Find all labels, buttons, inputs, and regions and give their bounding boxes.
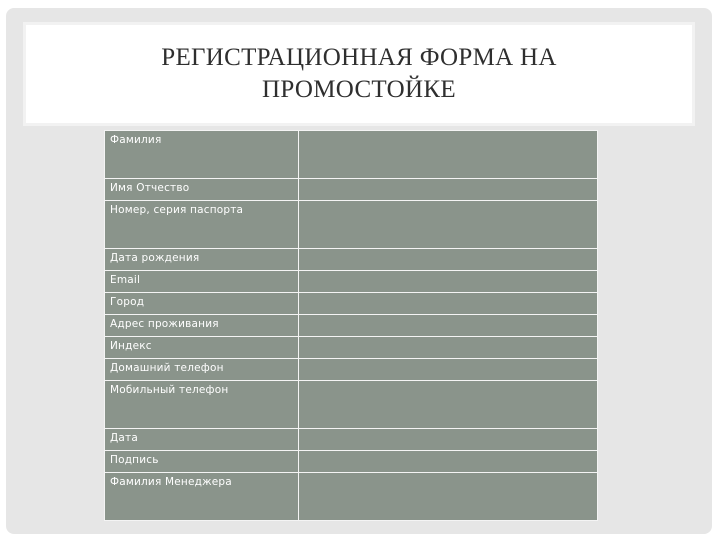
form-row — [105, 293, 598, 315]
field-value-cell[interactable] — [299, 131, 598, 179]
title-box — [23, 22, 695, 126]
field-label: Имя Отчество — [105, 179, 299, 201]
field-value-cell[interactable] — [299, 473, 598, 521]
form-row — [105, 429, 598, 451]
form-row — [105, 359, 598, 381]
form-row — [105, 473, 598, 521]
form-row — [105, 315, 598, 337]
form-row — [105, 249, 598, 271]
field-value-cell[interactable] — [299, 451, 598, 473]
field-value-cell[interactable] — [299, 249, 598, 271]
field-value-cell[interactable] — [299, 359, 598, 381]
field-label: Дата — [105, 429, 299, 451]
field-label: Email — [105, 271, 299, 293]
field-value-cell[interactable] — [299, 179, 598, 201]
field-value-cell[interactable] — [299, 381, 598, 429]
page-title — [161, 42, 557, 106]
field-label: Адрес проживания — [105, 315, 299, 337]
field-label: Город — [105, 293, 299, 315]
form-row — [105, 451, 598, 473]
form-row — [105, 381, 598, 429]
field-value-cell[interactable] — [299, 201, 598, 249]
form-row — [105, 201, 598, 249]
field-value-cell[interactable] — [299, 337, 598, 359]
field-label: Домашний телефон — [105, 359, 299, 381]
field-label: Фамилия — [105, 131, 299, 179]
field-label: Индекс — [105, 337, 299, 359]
field-value-cell[interactable] — [299, 293, 598, 315]
field-label: Подпись — [105, 451, 299, 473]
form-row — [105, 179, 598, 201]
field-value-cell[interactable] — [299, 315, 598, 337]
registration-form-table — [104, 130, 598, 521]
form-row — [105, 337, 598, 359]
field-label: Мобильный телефон — [105, 381, 299, 429]
field-value-cell[interactable] — [299, 429, 598, 451]
field-label: Дата рождения — [105, 249, 299, 271]
title-line-2: ПРОМОСТОЙКЕ — [262, 76, 456, 103]
form-row — [105, 131, 598, 179]
field-value-cell[interactable] — [299, 271, 598, 293]
form-row — [105, 271, 598, 293]
title-line-1: РЕГИСТРАЦИОННАЯ ФОРМА НА — [161, 44, 557, 71]
field-label: Фамилия Менеджера — [105, 473, 299, 521]
field-label: Номер, серия паспорта — [105, 201, 299, 249]
form-body — [105, 131, 598, 521]
